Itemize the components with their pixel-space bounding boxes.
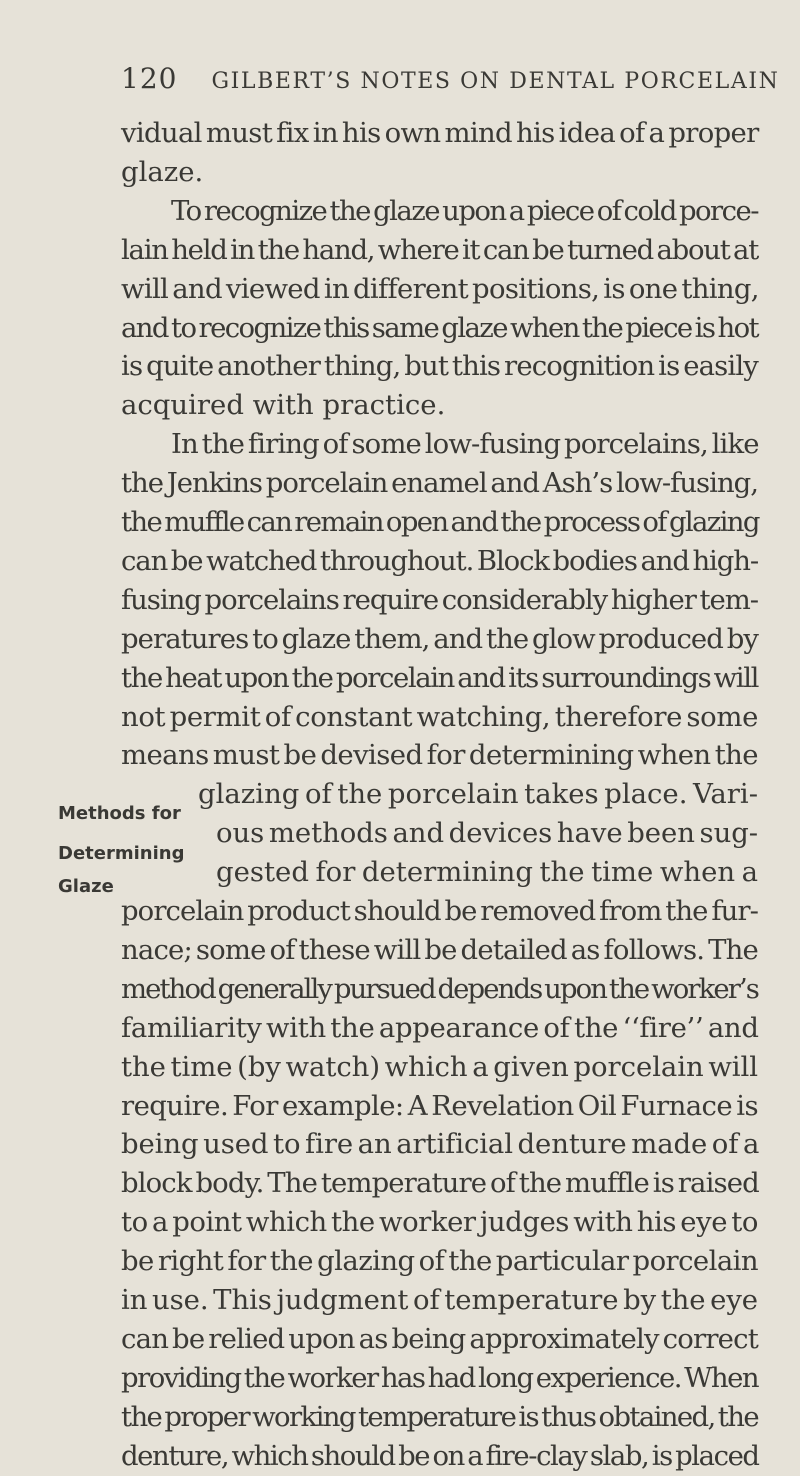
text-line: vidual must fix in his own mind his idea of a proper [121,117,759,149]
text-line: in use. This judgment of temperature by the eye [121,1284,758,1316]
text-line: to a point which the worker judges with his eye to [121,1206,758,1239]
text-line: nace; some of these will be detailed as follows. The [121,933,758,966]
text-line: acquired with practice. [121,389,446,422]
text-line: providing the worker has had long experience. When [121,1361,758,1394]
text-line: denture, which should be on a fire-clay slab, is placed [121,1439,759,1472]
text-line: and to recognize this same glaze when the piece is hot [121,311,758,344]
page-number: 120 [121,62,178,95]
text-line: glazing of the porcelain takes place. Vari- [198,778,758,811]
text-line: means must be devised for determining when the [121,739,758,772]
text-line: porcelain product should be removed from the fur- [121,895,758,927]
text-line: glaze. [121,155,204,188]
text-line: gested for determining the time when a [216,856,758,889]
text-line: method generally pursued depends upon the worker’s [121,972,758,1005]
text-line: peratures to glaze them, and the glow produced by [121,622,758,655]
text-line: the time (by watch) which a given porcelain will [121,1050,759,1083]
text-line: the proper working temperature is thus obtained, the [121,1400,758,1433]
text-line: familiarity with the appearance of the ‘‘fire’’ and [121,1011,759,1044]
margin-note-line: Glaze [58,876,114,897]
margin-note-line: Methods for [58,803,181,824]
text-line: the muffle can remain open and the process of glazing [121,506,759,538]
text-line: be right for the glazing of the particular porcelain [121,1245,758,1278]
text-line: can be relied upon as being approximately correct [121,1322,758,1355]
text-line: will and viewed in different positions, is one thing, [121,272,759,305]
text-line: lain held in the hand, where it can be turned about at [121,233,758,266]
text-line: is quite another thing, but this recognition is easily [121,350,758,383]
margin-note-line: Determining [58,843,185,864]
text-line: To recognize the glaze upon a piece of cold porce- [171,194,758,227]
running-title: GILBERT’S NOTES ON DENTAL PORCELAIN [211,69,780,94]
text-line: not permit of constant watching, therefore some [121,700,758,733]
text-line: can be watched throughout. Block bodies and high- [121,544,758,577]
text-line: block body. The temperature of the muffle is raised [121,1167,759,1200]
text-line: ous methods and devices have been sug- [216,817,758,850]
text-line: the heat upon the porcelain and its surroundings will [121,661,758,694]
text-line: the Jenkins porcelain enamel and Ash’s low-fusing, [121,467,758,500]
text-line: fusing porcelains require considerably higher tem- [121,583,758,616]
text-line: require. For example: A Revelation Oil Furnace is [121,1089,758,1122]
text-line: In the firing of some low-fusing porcelains, like [171,428,759,461]
text-line: being used to fire an artificial denture made of a [121,1128,760,1161]
running-head [121,62,780,95]
